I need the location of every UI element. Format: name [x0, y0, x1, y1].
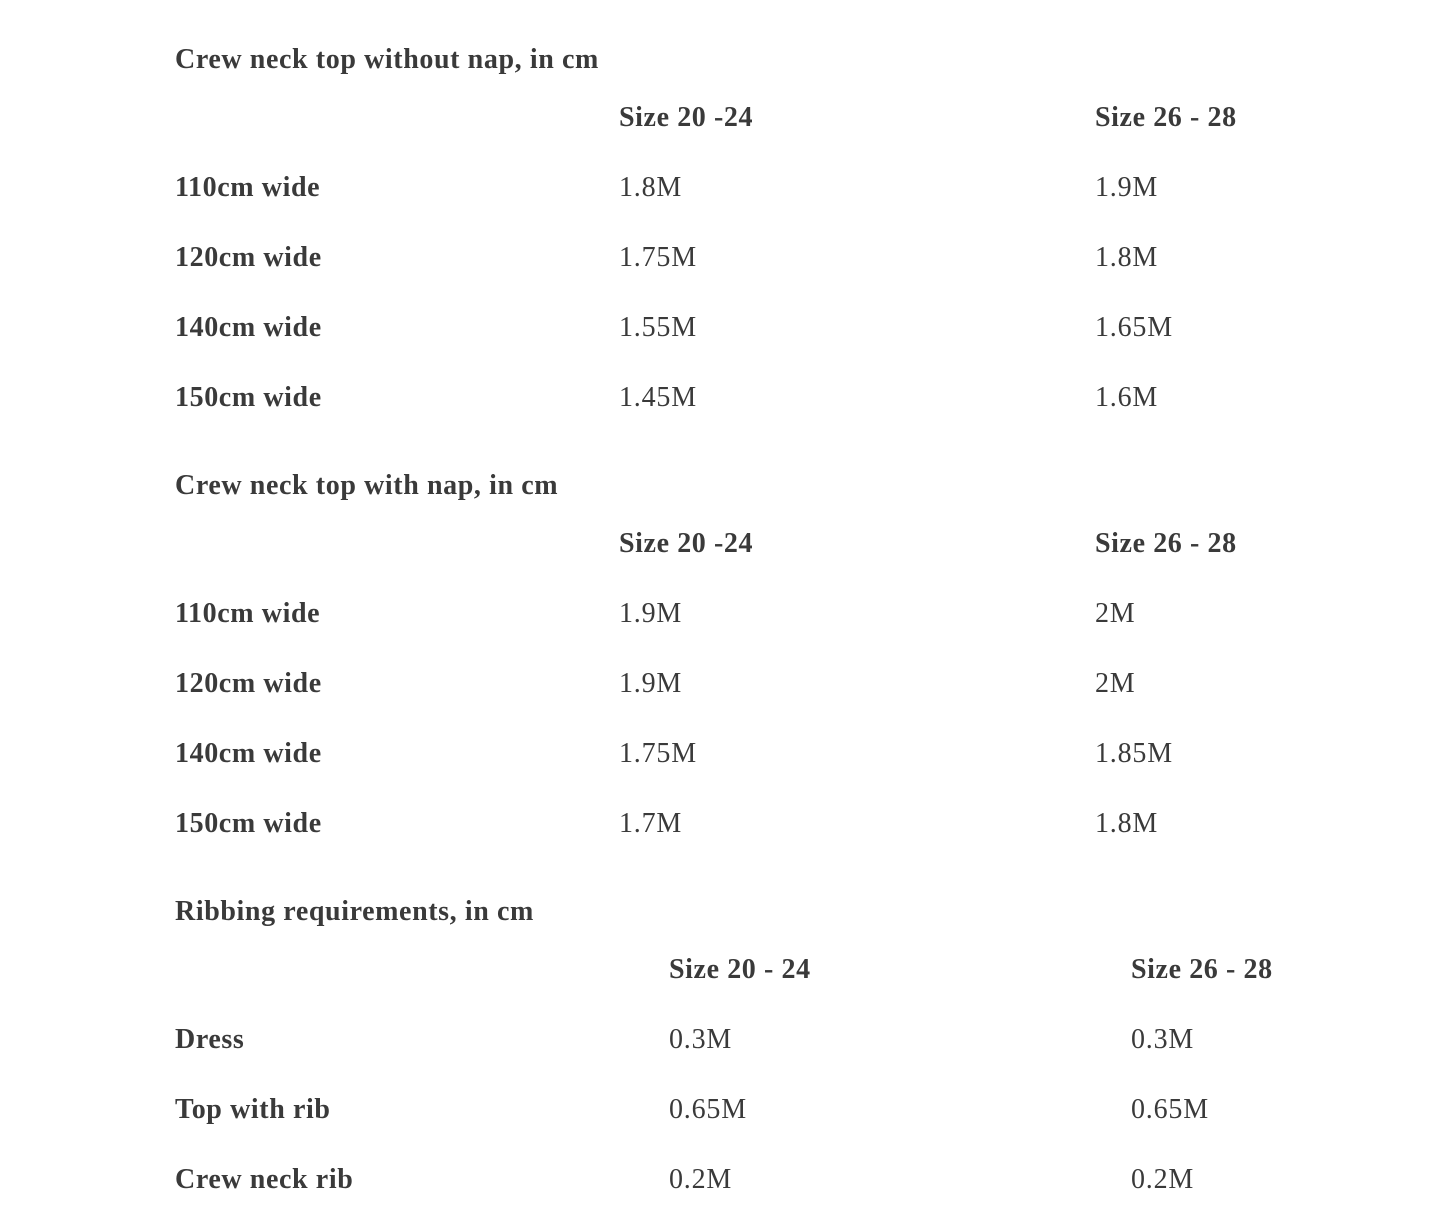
table-row — [175, 242, 1375, 282]
value-size-20-24: 1.8M — [619, 172, 683, 203]
column-header-size-26-28: Size 26 - 28 — [1095, 102, 1237, 133]
value-size-26-28: 1.85M — [1095, 738, 1173, 769]
value-size-26-28: 0.2M — [1131, 1164, 1195, 1195]
value-size-26-28: 0.65M — [1131, 1094, 1209, 1125]
table-row — [175, 1024, 1375, 1064]
table-row — [175, 1164, 1375, 1204]
table-row — [175, 1094, 1375, 1134]
value-size-20-24: 1.9M — [619, 668, 683, 699]
value-size-20-24: 0.2M — [669, 1164, 733, 1195]
row-label: 120cm wide — [175, 242, 322, 273]
value-size-20-24: 1.9M — [619, 598, 683, 629]
row-label: 150cm wide — [175, 808, 322, 839]
value-size-20-24: 1.75M — [619, 242, 697, 273]
section-title: Ribbing requirements, in cm — [175, 896, 534, 927]
value-size-26-28: 1.8M — [1095, 808, 1159, 839]
column-header-size-26-28: Size 26 - 28 — [1131, 954, 1273, 985]
row-label: 110cm wide — [175, 598, 321, 629]
value-size-26-28: 2M — [1095, 668, 1136, 699]
value-size-26-28: 1.8M — [1095, 242, 1159, 273]
header-row — [175, 102, 1375, 142]
value-size-20-24: 1.55M — [619, 312, 697, 343]
table-row — [175, 172, 1375, 212]
value-size-20-24: 1.7M — [619, 808, 683, 839]
row-label: Crew neck rib — [175, 1164, 354, 1195]
column-header-size-20-24: Size 20 - 24 — [669, 954, 811, 985]
value-size-20-24: 1.45M — [619, 382, 697, 413]
row-label: 140cm wide — [175, 738, 322, 769]
value-size-26-28: 2M — [1095, 598, 1136, 629]
row-label: 140cm wide — [175, 312, 322, 343]
header-row — [175, 528, 1375, 568]
column-header-size-20-24: Size 20 -24 — [619, 102, 754, 133]
value-size-20-24: 0.65M — [669, 1094, 747, 1125]
value-size-26-28: 1.6M — [1095, 382, 1159, 413]
value-size-26-28: 0.3M — [1131, 1024, 1195, 1055]
row-label: 150cm wide — [175, 382, 322, 413]
value-size-26-28: 1.65M — [1095, 312, 1173, 343]
header-row — [175, 954, 1375, 994]
row-label: 110cm wide — [175, 172, 321, 203]
column-header-size-20-24: Size 20 -24 — [619, 528, 754, 559]
column-header-size-26-28: Size 26 - 28 — [1095, 528, 1237, 559]
table-row — [175, 668, 1375, 708]
section-title: Crew neck top with nap, in cm — [175, 470, 559, 501]
value-size-20-24: 1.75M — [619, 738, 697, 769]
table-row — [175, 312, 1375, 352]
table-row — [175, 738, 1375, 778]
table-row — [175, 598, 1375, 638]
value-size-20-24: 0.3M — [669, 1024, 733, 1055]
table-row — [175, 382, 1375, 422]
value-size-26-28: 1.9M — [1095, 172, 1159, 203]
row-label: Dress — [175, 1024, 245, 1055]
table-row — [175, 808, 1375, 848]
row-label: Top with rib — [175, 1094, 331, 1125]
row-label: 120cm wide — [175, 668, 322, 699]
section-title: Crew neck top without nap, in cm — [175, 44, 599, 75]
